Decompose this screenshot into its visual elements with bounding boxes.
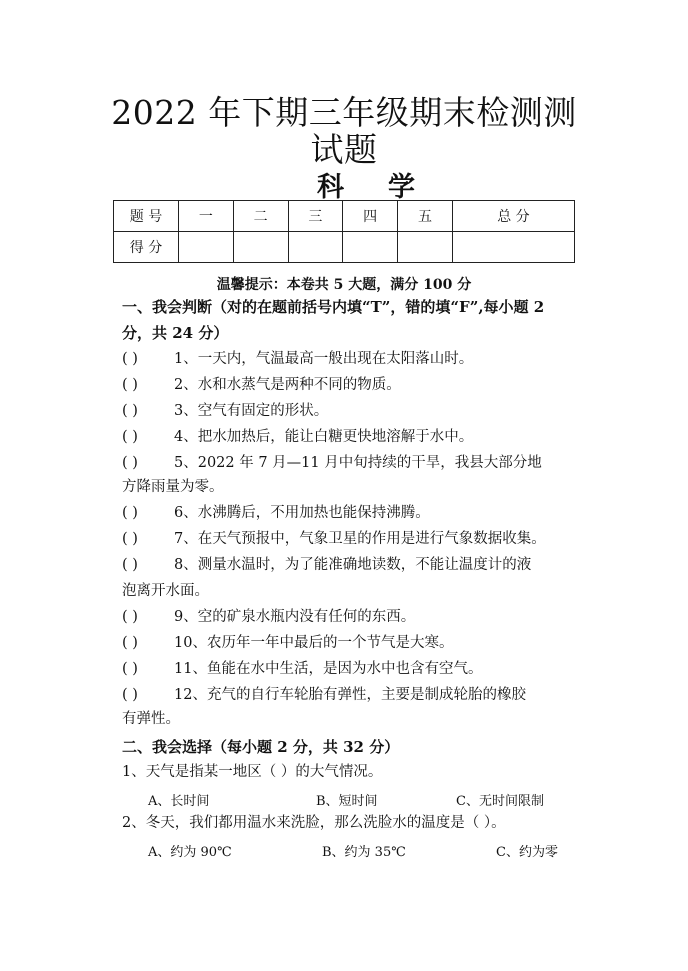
answer-parenthesis[interactable]: ( ) (122, 429, 138, 445)
score-blank-cell[interactable] (233, 232, 288, 263)
option-c[interactable]: C、无时间限制 (456, 794, 544, 809)
choice-question: 2、冬天，我们都用温水来洗脸，那么洗脸水的温度是（ ）。 (122, 815, 506, 831)
judge-question (122, 526, 572, 552)
question-text: 2、水和水蒸气是两种不同的物质。 (174, 377, 401, 393)
question-continuation: 有弹性。 (122, 711, 180, 727)
judge-question (122, 604, 572, 630)
score-blank-cell[interactable] (452, 232, 574, 263)
answer-parenthesis[interactable]: ( ) (122, 377, 138, 393)
question-text: 6、水沸腾后，不用加热也能保持沸腾。 (174, 505, 430, 521)
question-text: 10、农历年一年中最后的一个节气是大寒。 (174, 635, 454, 651)
title-line-2: 试题 (310, 130, 378, 169)
judge-question (122, 656, 572, 682)
option-c[interactable]: C、约为零 (496, 845, 558, 860)
exam-hint: 温馨提示：本卷共 5 大题，满分 100 分 (216, 277, 472, 293)
answer-parenthesis[interactable]: ( ) (122, 403, 138, 419)
question-text: 8、测量水温时，为了能准确地读数，不能让温度计的液 (174, 557, 532, 573)
answer-parenthesis[interactable]: ( ) (122, 635, 138, 651)
choice-options (148, 841, 578, 861)
answer-parenthesis[interactable]: ( ) (122, 505, 138, 521)
score-blank-cell[interactable] (288, 232, 343, 263)
question-continuation: 泡离开水面。 (122, 583, 209, 599)
judge-question (122, 552, 572, 578)
score-cell: 五 (398, 201, 453, 232)
answer-parenthesis[interactable]: ( ) (122, 557, 138, 573)
question-text: 4、把水加热后，能让白糖更快地溶解于水中。 (174, 429, 474, 445)
answer-parenthesis[interactable]: ( ) (122, 351, 138, 367)
section1-heading-cont: 分，共 24 分） (122, 324, 229, 342)
subject-label: 科学 (317, 172, 459, 203)
section1-heading: 一、我会判断（对的在题前括号内填“T”，错的填“F”,每小题 2 (122, 298, 545, 316)
option-a[interactable]: A、约为 90℃ (148, 845, 232, 860)
choice-options (148, 790, 578, 810)
question-text: 9、空的矿泉水瓶内没有任何的东西。 (174, 609, 416, 625)
question-text: 12、充气的自行车轮胎有弹性，主要是制成轮胎的橡胶 (174, 687, 526, 703)
score-table-score-row (114, 232, 575, 263)
judge-question (122, 450, 572, 476)
score-blank-cell[interactable] (343, 232, 398, 263)
answer-parenthesis[interactable]: ( ) (122, 531, 138, 547)
judge-question (122, 682, 572, 708)
question-text: 7、在天气预报中，气象卫星的作用是进行气象数据收集。 (174, 531, 546, 547)
choice-question: 1、天气是指某一地区（ ）的大气情况。 (122, 764, 383, 780)
option-b[interactable]: B、约为 35℃ (322, 845, 406, 860)
option-a[interactable]: A、长时间 (148, 794, 210, 809)
judge-question (122, 424, 572, 450)
score-cell: 二 (233, 201, 288, 232)
judge-question (122, 372, 572, 398)
score-blank-cell[interactable] (179, 232, 234, 263)
score-table-header-row (114, 201, 575, 232)
judge-question (122, 630, 572, 656)
answer-parenthesis[interactable]: ( ) (122, 661, 138, 677)
option-b[interactable]: B、短时间 (316, 794, 378, 809)
score-cell: 四 (343, 201, 398, 232)
score-cell: 一 (179, 201, 234, 232)
answer-parenthesis[interactable]: ( ) (122, 687, 138, 703)
question-continuation: 方降雨量为零。 (122, 479, 224, 495)
section2-heading: 二、我会选择（每小题 2 分，共 32 分） (122, 738, 400, 756)
question-text: 5、2022 年 7 月—11 月中旬持续的干旱，我县大部分地 (174, 455, 542, 471)
score-cell: 三 (288, 201, 343, 232)
score-cell: 总 分 (452, 201, 574, 232)
judge-question (122, 500, 572, 526)
judge-question (122, 398, 572, 424)
question-text: 1、一天内，气温最高一般出现在太阳落山时。 (174, 351, 474, 367)
title-line-1: 2022 年下期三年级期末检测测 (111, 93, 577, 132)
question-text: 11、鱼能在水中生活，是因为水中也含有空气。 (174, 661, 483, 677)
judge-question (122, 346, 572, 372)
answer-parenthesis[interactable]: ( ) (122, 455, 138, 471)
answer-parenthesis[interactable]: ( ) (122, 609, 138, 625)
score-blank-cell[interactable] (398, 232, 453, 263)
score-table (113, 200, 575, 263)
score-cell: 题 号 (114, 201, 179, 232)
score-cell: 得 分 (114, 232, 179, 263)
question-text: 3、空气有固定的形状。 (174, 403, 329, 419)
